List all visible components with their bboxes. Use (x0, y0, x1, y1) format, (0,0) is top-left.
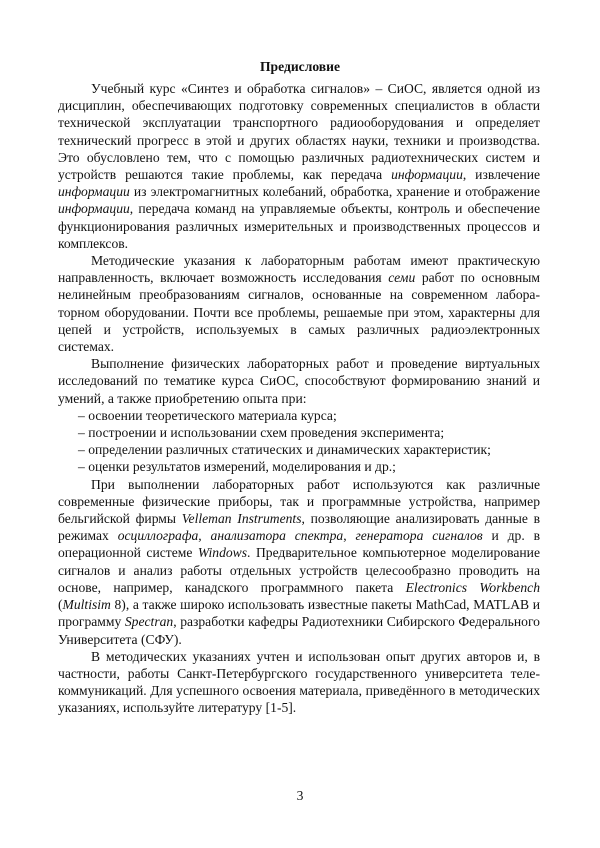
paragraph-5: В методических указаниях учтен и использован опыт других авторов и, в частности, работы Санкт-Петербургского государственного университета телекоммуникаций. Для успешного освоения материала, приведённого в методических указаниях, используйте литературу [1-5]. (58, 648, 540, 716)
list-item: – построении и использовании схем проведения эксперимента; (78, 425, 445, 441)
body-text (58, 80, 540, 717)
paragraph-2: Методические указания к лабораторным работам имеют практическую направленность, включает возможность исследования семи работ по основным нелинейным преобразованиям сигналов, основанные на современном лабораторном оборудовании. Почти все проблемы, решаемые при этом, характерны для цепей и устройств, используемых в самых различных радиоэлектронных системах. (58, 253, 540, 355)
paragraph-1: Учебный курс «Синтез и обработка сигналов» – СиОС, является одной из дисциплин, обеспечивающих подготовку современных специалистов в области технической эксплуатации транспортного радиооборудования и определяет технический прогресс в этой и других областях науки, техники и производства. Это обусловлено тем, что с помощью различных радиотехнических систем и устройств решаются такие проблемы, как передача информации, извлечение информации из электромагнитных колебаний, обработка, хранение и отображение информации, передача команд на управляемые объекты, контроль и обеспечение функционирования различных измерительных и производственных процессов и комплексов. (58, 81, 540, 251)
paragraph-3: Выполнение физических лабораторных работ и проведение виртуальных исследований по тематике курса СиОС, способствуют формированию знаний и умений, а также приобретению опыта при: (58, 356, 540, 406)
list-item: – определении различных статических и динамических характеристик; (78, 442, 491, 458)
paragraph-4: При выполнении лабораторных работ используются как различные современные физические приборы, так и программные устройства, например бельгийской фирмы Velleman Instruments, позволяющие анализировать данные в режимах осциллографа, анализатора спектра, генератора сигналов и др. в операционной системе Windows. Предварительное компьютерное моделирование сигналов и анализ работы отдельных устройств целесообразно проводить на основе, например, канадского программного пакета Electronics Workbench (Multisim 8), а также широко использовать известные пакеты MathCad, MATLAB и программу Spectran, разработки кафедры Радиотехники Сибирского Федерального Университета (СФУ). (58, 476, 541, 647)
list-item: – освоении теоретического материала курса; (78, 407, 337, 423)
skills-list (58, 407, 540, 476)
page-title: Предисловие (259, 59, 341, 74)
list-item: – оценки результатов измерений, моделирования и др.; (78, 459, 396, 475)
page-number: 3 (296, 788, 304, 803)
